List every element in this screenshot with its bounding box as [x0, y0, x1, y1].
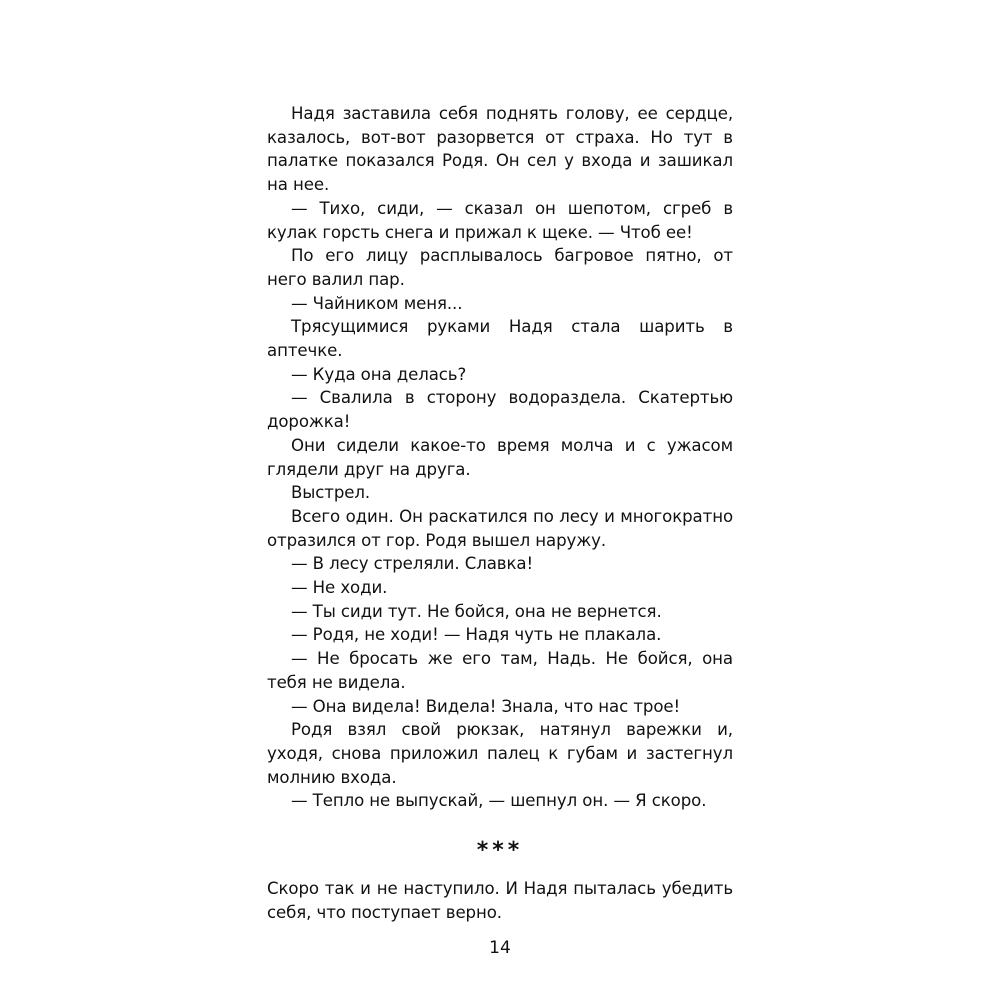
- paragraph: — Ты сиди тут. Не бойся, она не вернется.: [291, 601, 662, 621]
- body-text: [267, 102, 733, 925]
- paragraph: По его лицу расплывалось багровое пятно, от него валил пар.: [267, 246, 733, 289]
- paragraph: — Свалила в сторону водораздела. Скатертью дорожка!: [267, 388, 733, 432]
- paragraph: Родя взял свой рюкзак, натянул варежки и, уходя, снова приложил палец к губам и застегнул молнию входа.: [267, 720, 733, 787]
- paragraph: — Чайником меня...: [291, 293, 463, 313]
- paragraph: Трясущимися руками Надя стала шарить в аптечке.: [267, 317, 733, 361]
- page-number: 14: [489, 938, 511, 958]
- paragraph: — Родя, не ходи! — Надя чуть не плакала.: [291, 625, 662, 645]
- paragraph: — Тепло не выпускай, — шепнул он. — Я скоро.: [291, 791, 707, 811]
- paragraph: — Не ходи.: [291, 578, 388, 598]
- paragraph: Скоро так и не наступило. И Надя пыталась убедить себя, что поступает верно.: [267, 879, 733, 922]
- paragraph: Надя заставила себя поднять голову, ее сердце, казалось, вот-вот разорвется от страха. Но тут в палатке показался Родя. Он сел у входа и зашикал на нее.: [267, 104, 733, 195]
- section-separator: ***: [476, 838, 524, 864]
- paragraph: — Тихо, сиди, — сказал он шепотом, сгреб в кулак горсть снега и прижал к щеке. — Чтоб ее!: [267, 198, 733, 242]
- paragraph: — Она видела! Видела! Знала, что нас трое!: [291, 696, 681, 716]
- paragraph: — В лесу стреляли. Славка!: [291, 554, 534, 574]
- paragraph: — Не бросать же его там, Надь. Не бойся, она тебя не видела.: [267, 649, 733, 692]
- paragraph: Всего один. Он раскатился по лесу и многократно отразился от гор. Родя вышел наружу.: [267, 506, 733, 550]
- paragraph: Они сидели какое-то время молча и с ужасом глядели друг на друга.: [267, 435, 733, 479]
- paragraph: Выстрел.: [291, 483, 371, 503]
- paragraph: — Куда она делась?: [291, 364, 467, 384]
